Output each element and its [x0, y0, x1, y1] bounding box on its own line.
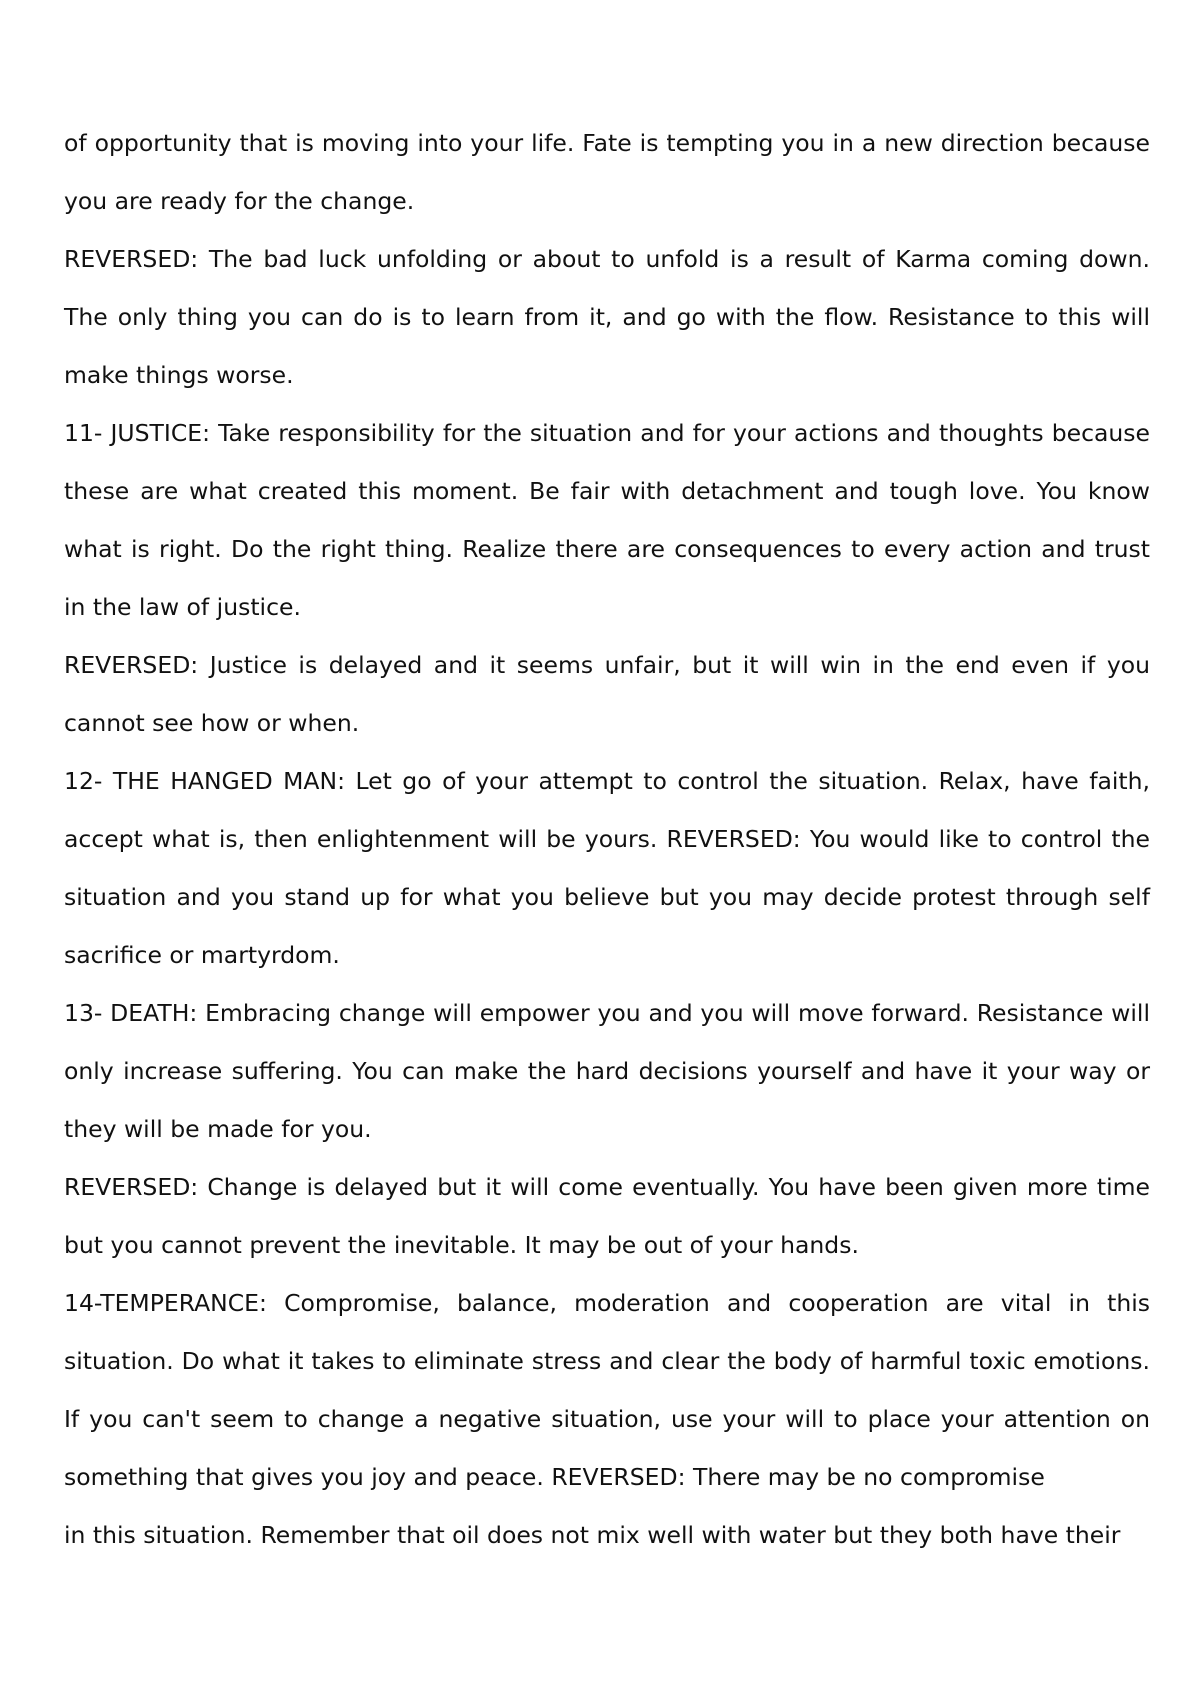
paragraph-justice: 11- JUSTICE: Take responsibility for the situation and for your actions and thoughts because these are what created this moment. Be fair with detachment and tough love. You know what is right. Do the right thing. Realize there are consequences to every action and trust in the law of justice.	[64, 419, 1150, 621]
paragraph-death: 13- DEATH: Embracing change will empower you and you will move forward. Resistance will only increase suffering. You can make the hard decisions yourself and have it your way or they will be made for you.	[64, 999, 1150, 1143]
document-body	[64, 114, 1150, 1564]
paragraph-death-reversed: REVERSED: Change is delayed but it will come eventually. You have been given more time but you cannot prevent the inevitable. It may be out of your hands.	[64, 1173, 1150, 1259]
paragraph-temperance-continued: in this situation. Remember that oil does not mix well with water but they both have their	[64, 1521, 1121, 1549]
paragraph-fate-opportunity: of opportunity that is moving into your life. Fate is tempting you in a new direction because you are ready for the change.	[64, 129, 1150, 215]
paragraph-justice-reversed: REVERSED: Justice is delayed and it seems unfair, but it will win in the end even if you cannot see how or when.	[64, 651, 1150, 737]
paragraph-reversed-karma: REVERSED: The bad luck unfolding or about to unfold is a result of Karma coming down. The only thing you can do is to learn from it, and go with the flow. Resistance to this will make things worse.	[64, 245, 1150, 389]
paragraph-temperance: 14-TEMPERANCE: Compromise, balance, moderation and cooperation are vital in this situation. Do what it takes to eliminate stress and clear the body of harmful toxic emotions. If you can't seem to change a negative situation, use your will to place your attention on something that gives you joy and peace. REVERSED: There may be no compromise	[64, 1289, 1150, 1491]
paragraph-hanged-man: 12- THE HANGED MAN: Let go of your attempt to control the situation. Relax, have faith, accept what is, then enlightenment will be yours. REVERSED: You would like to control the situation and you stand up for what you believe but you may decide protest through self sacrifice or martyrdom.	[64, 767, 1150, 969]
